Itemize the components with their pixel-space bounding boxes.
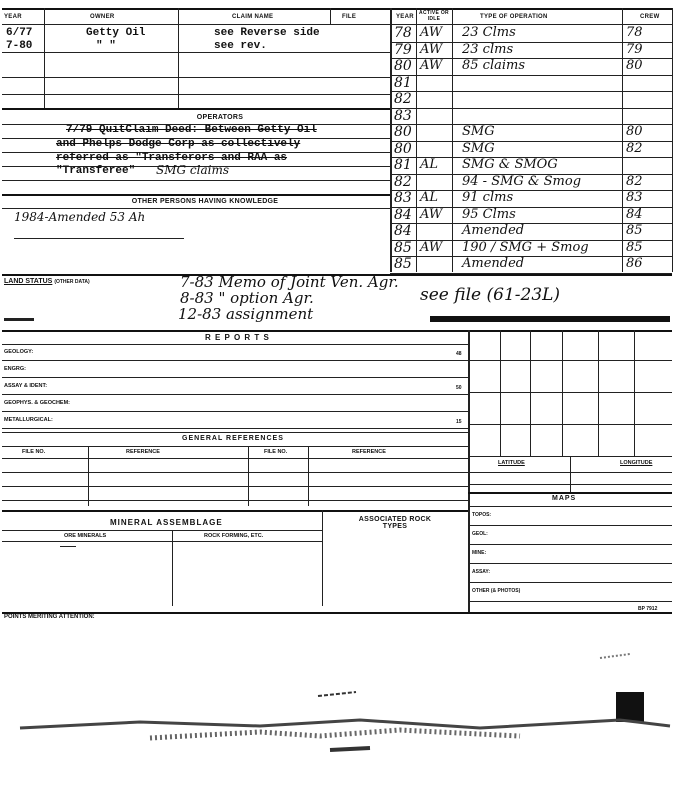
year2-header: YEAR — [396, 14, 414, 20]
coord-grid-line — [598, 330, 599, 456]
row-rule — [2, 472, 468, 473]
activity-operation: 23 clms — [462, 42, 514, 57]
scan-streak — [600, 654, 630, 658]
activity-operation: 91 clms — [462, 190, 514, 205]
owner-header: OWNER — [90, 14, 115, 20]
map-row-label: TOPOS: — [472, 512, 492, 518]
report-label: ENGRG: — [4, 366, 26, 372]
scan-noise — [0, 640, 678, 804]
map-row-rule — [468, 563, 672, 564]
section-rule — [2, 510, 468, 512]
section-rule — [2, 330, 672, 332]
activity-year: 84 — [394, 207, 412, 223]
col-divider — [622, 8, 623, 272]
activity-year: 81 — [394, 75, 412, 91]
report-label: ASSAY & IDENT: — [4, 383, 48, 389]
scan-streak — [20, 720, 670, 728]
active-idle-header: ACTIVE OR IDLE — [419, 10, 449, 22]
scan-blot — [616, 692, 644, 722]
row-rule — [2, 446, 468, 447]
file-no-header: FILE NO. — [22, 449, 46, 455]
scan-streak — [330, 748, 370, 750]
owner-year: 6/77 — [6, 27, 33, 39]
other-persons-title: OTHER PERSONS HAVING KNOWLEDGE — [131, 198, 279, 205]
row-rule — [2, 486, 468, 487]
map-row-rule — [468, 544, 672, 545]
activity-year: 84 — [394, 223, 412, 239]
activity-operation: 94 - SMG & Smog — [462, 174, 582, 189]
activity-year: 85 — [394, 240, 412, 256]
operators-line: referred as "Transferors and RAA as — [56, 152, 288, 164]
col-divider — [44, 8, 45, 108]
row-rule — [2, 500, 468, 501]
map-row-label: OTHER (& PHOTOS) — [472, 588, 521, 594]
section-rule — [2, 194, 390, 196]
row-rule — [2, 52, 390, 53]
operators-line: "Transferee" — [56, 165, 136, 177]
map-row-rule — [468, 525, 672, 526]
activity-crew: 80 — [626, 58, 643, 73]
activity-operation: SMG — [462, 124, 495, 139]
owner-name: " " — [96, 40, 116, 52]
activity-operation: SMG & SMOG — [462, 157, 558, 172]
claim-name: see rev. — [214, 40, 267, 52]
section-rule — [2, 612, 672, 614]
col-divider — [672, 8, 673, 272]
general-refs-title: GENERAL REFERENCES — [182, 435, 284, 442]
activity-row-rule — [390, 91, 672, 92]
rock-forming-header: ROCK FORMING, ETC. — [204, 533, 264, 539]
map-row-label: GEOL: — [472, 531, 488, 537]
row-rule — [468, 506, 672, 507]
activity-operation: Amended — [462, 223, 525, 238]
coord-grid-line — [468, 392, 672, 393]
underline-stroke — [14, 238, 184, 239]
activity-operation: 95 Clms — [462, 207, 516, 222]
top-border — [2, 8, 672, 10]
land-status-sub: (OTHER DATA) — [54, 279, 90, 285]
coord-grid-line — [562, 330, 563, 456]
points-label: POINTS MERITING ATTENTION: — [4, 614, 95, 620]
file-header: FILE — [342, 14, 357, 20]
land-status-line: 7-83 Memo of Joint Ven. Agr. — [180, 273, 399, 291]
activity-year: 79 — [394, 42, 412, 58]
report-row-rule — [2, 377, 468, 378]
activity-year: 83 — [394, 190, 412, 206]
maps-title: MAPS — [552, 495, 577, 502]
activity-status: AW — [420, 207, 443, 222]
reports-title: R E P O R T S — [205, 333, 270, 342]
row-rule — [468, 484, 672, 485]
activity-crew: 86 — [626, 256, 643, 271]
activity-year: 78 — [394, 25, 412, 41]
coord-grid-line — [500, 330, 501, 456]
map-row-rule — [468, 582, 672, 583]
redaction-bar — [4, 318, 34, 321]
activity-status: AW — [420, 25, 443, 40]
col-divider — [330, 8, 331, 24]
row-rule — [2, 432, 468, 433]
file-no-header: FILE NO. — [264, 449, 288, 455]
activity-year: 80 — [394, 124, 412, 140]
map-row-rule — [468, 601, 672, 602]
row-rule — [2, 530, 322, 531]
coord-grid-line — [468, 424, 672, 425]
land-status-label — [4, 278, 90, 285]
activity-year: 80 — [394, 58, 412, 74]
owner-name: Getty Oil — [86, 27, 146, 39]
activity-operation: 85 claims — [462, 58, 526, 73]
report-row-rule — [2, 394, 468, 395]
report-number: 48 — [456, 351, 462, 357]
activity-operation: Amended — [462, 256, 525, 271]
latitude-label: LATITUDE — [498, 460, 525, 466]
reference-header: REFERENCE — [126, 449, 160, 455]
scan-streak — [318, 692, 356, 696]
land-status-line: 8-83 " option Agr. — [180, 289, 314, 307]
operators-line: and Phelps Dodge Corp as collectively — [56, 138, 301, 150]
report-number: 50 — [456, 385, 462, 391]
activity-operation: 23 Clms — [462, 25, 516, 40]
redaction-bar — [430, 316, 670, 322]
row-rule — [2, 541, 322, 542]
activity-crew: 82 — [626, 141, 643, 156]
section-rule — [2, 108, 390, 110]
coord-grid-line — [468, 360, 672, 361]
row-rule — [2, 180, 390, 181]
coord-divider — [570, 456, 571, 492]
coord-grid-line — [530, 330, 531, 456]
operators-title: OPERATORS — [196, 114, 244, 121]
activity-operation: SMG — [462, 141, 495, 156]
activity-crew: 79 — [626, 42, 643, 57]
col-divider — [88, 446, 89, 506]
activity-year: 80 — [394, 141, 412, 157]
header-rule — [2, 24, 672, 25]
operators-line: 7/79 QuitClaim Deed: Between Getty Oil — [66, 124, 317, 136]
report-label: GEOLOGY: — [4, 349, 34, 355]
report-number: 15 — [456, 419, 462, 425]
activity-operation: 190 / SMG + Smog — [462, 240, 589, 255]
reference-header: REFERENCE — [352, 449, 386, 455]
activity-crew: 85 — [626, 223, 643, 238]
type-operation-header: TYPE OF OPERATION — [480, 14, 548, 20]
land-status-text: LAND STATUS — [4, 278, 53, 285]
activity-year: 82 — [394, 174, 412, 190]
other-persons-note: 1984-Amended 53 Ah — [14, 210, 146, 224]
crew-header: CREW — [640, 14, 660, 20]
assoc-rock-header: ASSOCIATED ROCK TYPES — [358, 516, 432, 530]
land-status-line: 12-83 assignment — [178, 305, 314, 323]
row-rule — [2, 458, 468, 459]
col-divider — [416, 8, 417, 272]
report-row-rule — [2, 360, 468, 361]
row-rule — [2, 94, 390, 95]
row-rule — [2, 344, 468, 345]
map-row-label: MINE: — [472, 550, 487, 556]
report-row-rule — [2, 411, 468, 412]
activity-crew: 83 — [626, 190, 643, 205]
claim-name-header: CLAIM NAME — [232, 14, 274, 20]
col-divider — [178, 8, 179, 108]
activity-row-rule — [390, 108, 672, 109]
activity-status: AW — [420, 42, 443, 57]
activity-crew: 84 — [626, 207, 643, 222]
report-row-rule — [2, 428, 468, 429]
col-divider — [452, 8, 453, 272]
col-divider — [308, 446, 309, 506]
scan-streak — [150, 730, 520, 738]
col-divider — [248, 446, 249, 506]
activity-status: AW — [420, 240, 443, 255]
activity-crew: 82 — [626, 174, 643, 189]
ore-minerals-header: ORE MINERALS — [64, 533, 107, 539]
activity-year: 83 — [394, 108, 412, 124]
land-status-file-note: see file (61-23L) — [420, 285, 561, 305]
activity-crew: 78 — [626, 25, 643, 40]
activity-year: 82 — [394, 91, 412, 107]
section-rule — [468, 492, 672, 494]
col-divider — [390, 8, 392, 272]
map-row-label: ASSAY: — [472, 569, 491, 575]
activity-status: AL — [420, 190, 439, 205]
row-rule — [2, 208, 390, 209]
col-divider — [322, 510, 323, 606]
activity-row-rule — [390, 75, 672, 76]
row-rule — [2, 77, 390, 78]
mineral-title: MINERAL ASSEMBLAGE — [110, 518, 223, 527]
col-divider — [172, 530, 173, 606]
longitude-label: LONGITUDE — [620, 460, 653, 466]
report-label: GEOPHYS. & GEOCHEM: — [4, 400, 71, 406]
activity-status: AW — [420, 58, 443, 73]
year-header: YEAR — [4, 14, 22, 20]
underline-stroke — [60, 546, 76, 547]
row-rule — [468, 472, 672, 473]
form-code: BP 7912 — [638, 606, 658, 612]
activity-year: 85 — [394, 256, 412, 272]
activity-status: AL — [420, 157, 439, 172]
coord-grid-line — [634, 330, 635, 456]
report-label: METALLURGICAL: — [4, 417, 53, 423]
activity-year: 81 — [394, 157, 412, 173]
owner-year: 7-80 — [6, 40, 33, 52]
operators-handwritten: SMG claims — [156, 163, 229, 177]
claim-name: see Reverse side — [214, 27, 320, 39]
activity-crew: 85 — [626, 240, 643, 255]
activity-crew: 80 — [626, 124, 643, 139]
